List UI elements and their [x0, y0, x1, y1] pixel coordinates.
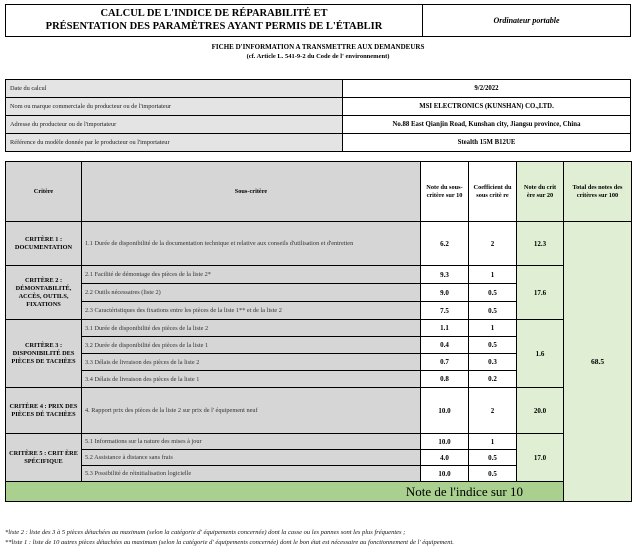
table-header-row [6, 162, 632, 222]
info-row [6, 80, 631, 98]
total-score: 68.5 [564, 222, 632, 502]
sub-criterion-label: 3.3 Délais de livraison des pièces de la liste 2 [82, 354, 421, 371]
sub-criterion-note: 10.0 [421, 466, 469, 482]
index-footer-row [6, 482, 632, 502]
sub-criterion-note: 10.0 [421, 434, 469, 450]
fiche-subtitle: (cf. Article L. 541-9-2 du Code de l' environnement) [246, 53, 390, 60]
col-header-coefficient: Coefficient du sous critè re [469, 162, 517, 222]
sub-criterion-label: 3.2 Durée de disponibilité des pièces de la liste 1 [82, 337, 421, 354]
title-line-1: CALCUL DE L'INDICE DE RÉPARABILITÉ ET [100, 8, 328, 19]
sub-criterion-coef: 1 [469, 266, 517, 284]
fiche-title: FICHE D'INFORMATION A TRANSMETTRE AUX DEMANDEURS [211, 43, 425, 51]
info-row [6, 134, 631, 152]
col-header-note-sous-critere: Note du sous-critère sur 10 [421, 162, 469, 222]
info-label: Date du calcul [6, 80, 343, 98]
info-label: Adresse du producteur ou de l'importateur [6, 116, 343, 134]
index-label: Note de l'indice sur 10 [6, 482, 564, 502]
criterion-name: CRITÈRE 2 : DÉMONTABILITÉ, ACCÈS, OUTILS, FIXATIONS [6, 266, 82, 320]
sub-criterion-note: 0.4 [421, 337, 469, 354]
sub-criterion-coef: 0.5 [469, 466, 517, 482]
title-line-2: PRÉSENTATION DES PARAMÈTRES AYANT PERMIS DE L'ÉTABLIR [45, 21, 383, 32]
info-label: Référence du modèle donnée par le producteur ou l'importateur [6, 134, 343, 152]
info-row [6, 116, 631, 134]
info-table [5, 79, 631, 152]
table-row [6, 434, 632, 450]
criterion-name: CRITÈRE 1 : DOCUMENTATION [6, 222, 82, 266]
sub-criterion-label: 2.2 Outils nécessaires (liste 2) [82, 284, 421, 302]
sub-criterion-label: 4. Rapport prix des pièces de la liste 2 sur prix de l' équipement neuf [82, 388, 421, 434]
info-value: No.88 East Qianjin Road, Kunshan city, Jiangsu province, China [343, 116, 631, 134]
sub-criterion-label: 3.1 Durée de disponibilité des pièces de la liste 2 [82, 320, 421, 337]
sub-criterion-coef: 0.3 [469, 354, 517, 371]
criterion-name: CRITÈRE 3 : DISPONIBILITÉ DES PIÈCES DE TACHÈES [6, 320, 82, 388]
criteria-table [5, 161, 632, 502]
sub-criterion-note: 0.8 [421, 371, 469, 388]
sub-criterion-note: 1.1 [421, 320, 469, 337]
sub-criterion-label: 2.1 Facilité de démontage des pièces de la liste 2* [82, 266, 421, 284]
criterion-note: 17.6 [517, 266, 564, 320]
footnote-liste-1: **liste 1 : liste de 10 autres pièces détachées au maximum (selon la catégorie d' équipements concernée) dont le bon état est nécessaire au fonctionnement de l' équipement. [5, 539, 454, 546]
col-header-sous-critere: Sous-critère [82, 162, 421, 222]
criterion-note: 12.3 [517, 222, 564, 266]
sub-criterion-label: 5.3 Possibilité de réinitialisation logicielle [82, 466, 421, 482]
sub-criterion-note: 9.0 [421, 284, 469, 302]
table-row [6, 388, 632, 434]
sub-criterion-coef: 0.5 [469, 337, 517, 354]
sub-criterion-coef: 2 [469, 222, 517, 266]
footnote-liste-2: *liste 2 : liste des 3 à 5 pièces détachées au maximum (selon la catégorie d' équipements concernée) dont la casse ou les pannes sont les plus fréquentes ; [5, 529, 406, 536]
sub-criterion-label: 5.1 Informations sur la nature des mises à jour [82, 434, 421, 450]
sub-criterion-note: 9.3 [421, 266, 469, 284]
sub-criterion-coef: 0.5 [469, 302, 517, 320]
criterion-name: CRITÈRE 5 : CRIT ÈRE SPÉCIFIQUE [6, 434, 82, 482]
col-header-critere: Critère [6, 162, 82, 222]
sub-criterion-note: 4.0 [421, 450, 469, 466]
info-value: MSI ELECTRONICS (KUNSHAN) CO.,LTD. [343, 98, 631, 116]
info-label: Nom ou marque commerciale du producteur ou de l'importateur [6, 98, 343, 116]
table-row [6, 266, 632, 284]
sub-criterion-coef: 0.2 [469, 371, 517, 388]
sub-criterion-note: 0.7 [421, 354, 469, 371]
sub-criterion-coef: 0.5 [469, 450, 517, 466]
info-row [6, 98, 631, 116]
criterion-note: 17.0 [517, 434, 564, 482]
sub-criterion-note: 7.5 [421, 302, 469, 320]
sub-criterion-note: 6.2 [421, 222, 469, 266]
sub-criterion-label: 1.1 Durée de disponibilité de la documentation technique et relative aux conseils d'utilisation et d'entretien [82, 222, 421, 266]
sub-criterion-coef: 2 [469, 388, 517, 434]
table-row [6, 320, 632, 337]
info-value: Stealth 15M B12UE [343, 134, 631, 152]
page-title [5, 4, 423, 37]
col-header-total: Total des notes des critères sur 100 [564, 162, 632, 222]
criterion-name: CRITÈRE 4 : PRIX DES PIÈCES DÉ TACHÈES [6, 388, 82, 434]
info-value: 9/2/2022 [343, 80, 631, 98]
sub-criterion-coef: 1 [469, 434, 517, 450]
sub-criterion-label: 5.2 Assistance à distance sans frais [82, 450, 421, 466]
criterion-note: 20.0 [517, 388, 564, 434]
sub-criterion-coef: 1 [469, 320, 517, 337]
product-type: Ordinateur portable [423, 4, 631, 37]
sub-criterion-label: 3.4 Délais de livraison des pièces de la liste 1 [82, 371, 421, 388]
sub-criterion-note: 10.0 [421, 388, 469, 434]
table-row [6, 222, 632, 266]
sub-criterion-coef: 0.5 [469, 284, 517, 302]
col-header-note-critere: Note du crit ère sur 20 [517, 162, 564, 222]
footnotes [5, 528, 636, 548]
criterion-note: 1.6 [517, 320, 564, 388]
sub-criterion-label: 2.3 Caractéristiques des fixations entre les pièces de la liste 1** et de la liste 2 [82, 302, 421, 320]
